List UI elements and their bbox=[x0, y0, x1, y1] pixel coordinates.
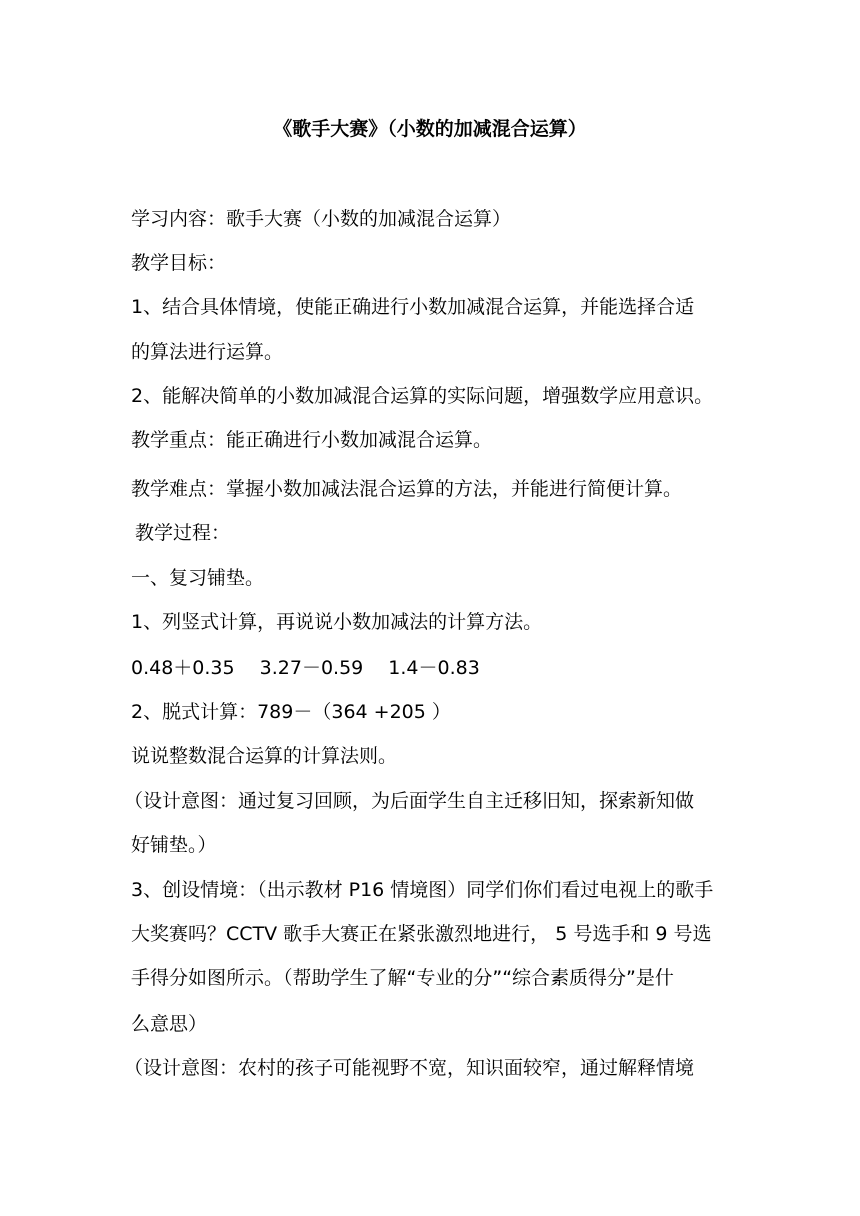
text-line-difficult-point: 教学难点：掌握小数加减法混合运算的方法，并能进行简便计算。 bbox=[131, 478, 683, 500]
text-line-item-1: 1、列竖式计算，再说说小数加减法的计算方法。 bbox=[131, 611, 543, 633]
text-line-process-heading: 教学过程： bbox=[135, 522, 231, 544]
text-line-design-intent-2: （设计意图：农村的孩子可能视野不宽，知识面较窄，通过解释情境 bbox=[124, 1057, 695, 1079]
text-line-teaching-goals-heading: 教学目标： bbox=[131, 252, 227, 274]
text-line-key-point: 教学重点：能正确进行小数加减混合运算。 bbox=[131, 429, 493, 451]
text-line-item-2: 2、脱式计算：789－（364 +205 ） bbox=[131, 701, 451, 723]
text-line-design-intent-1: （设计意图：通过复习回顾，为后面学生自主迁移旧知，探索新知做 bbox=[124, 790, 695, 812]
text-line-section-1: 一、复习铺垫。 bbox=[131, 567, 265, 589]
text-line-item-3-cont-2: 手得分如图所示。（帮助学生了解“专业的分”“综合素质得分”是什 bbox=[131, 967, 674, 989]
text-line-item-3: 3、创设情境：（出示教材 P16 情境图）同学们你们看过电视上的歌手 bbox=[131, 879, 714, 901]
text-line-rules: 说说整数混合运算的计算法则。 bbox=[131, 745, 398, 767]
text-line-study-content: 学习内容：歌手大赛（小数的加减混合运算） bbox=[131, 208, 512, 230]
text-line-design-intent-1-cont: 好铺垫。） bbox=[131, 834, 217, 856]
document-title: 《歌手大赛》（小数的加减混合运算） bbox=[273, 118, 587, 140]
text-line-calculations: 0.48＋0.35 3.27－0.59 1.4－0.83 bbox=[131, 657, 480, 679]
text-line-goal-2: 2、能解决简单的小数加减混合运算的实际问题，增强数学应用意识。 bbox=[131, 385, 714, 407]
text-line-goal-1: 1、结合具体情境，使能正确进行小数加减混合运算，并能选择合适 bbox=[131, 296, 695, 318]
text-line-goal-1-cont: 的算法进行运算。 bbox=[131, 341, 284, 363]
text-line-item-3-cont-1: 大奖赛吗？CCTV 歌手大赛正在紧张激烈地进行， 5 号选手和 9 号选 bbox=[131, 923, 712, 945]
text-line-item-3-cont-3: 么意思） bbox=[131, 1013, 208, 1035]
